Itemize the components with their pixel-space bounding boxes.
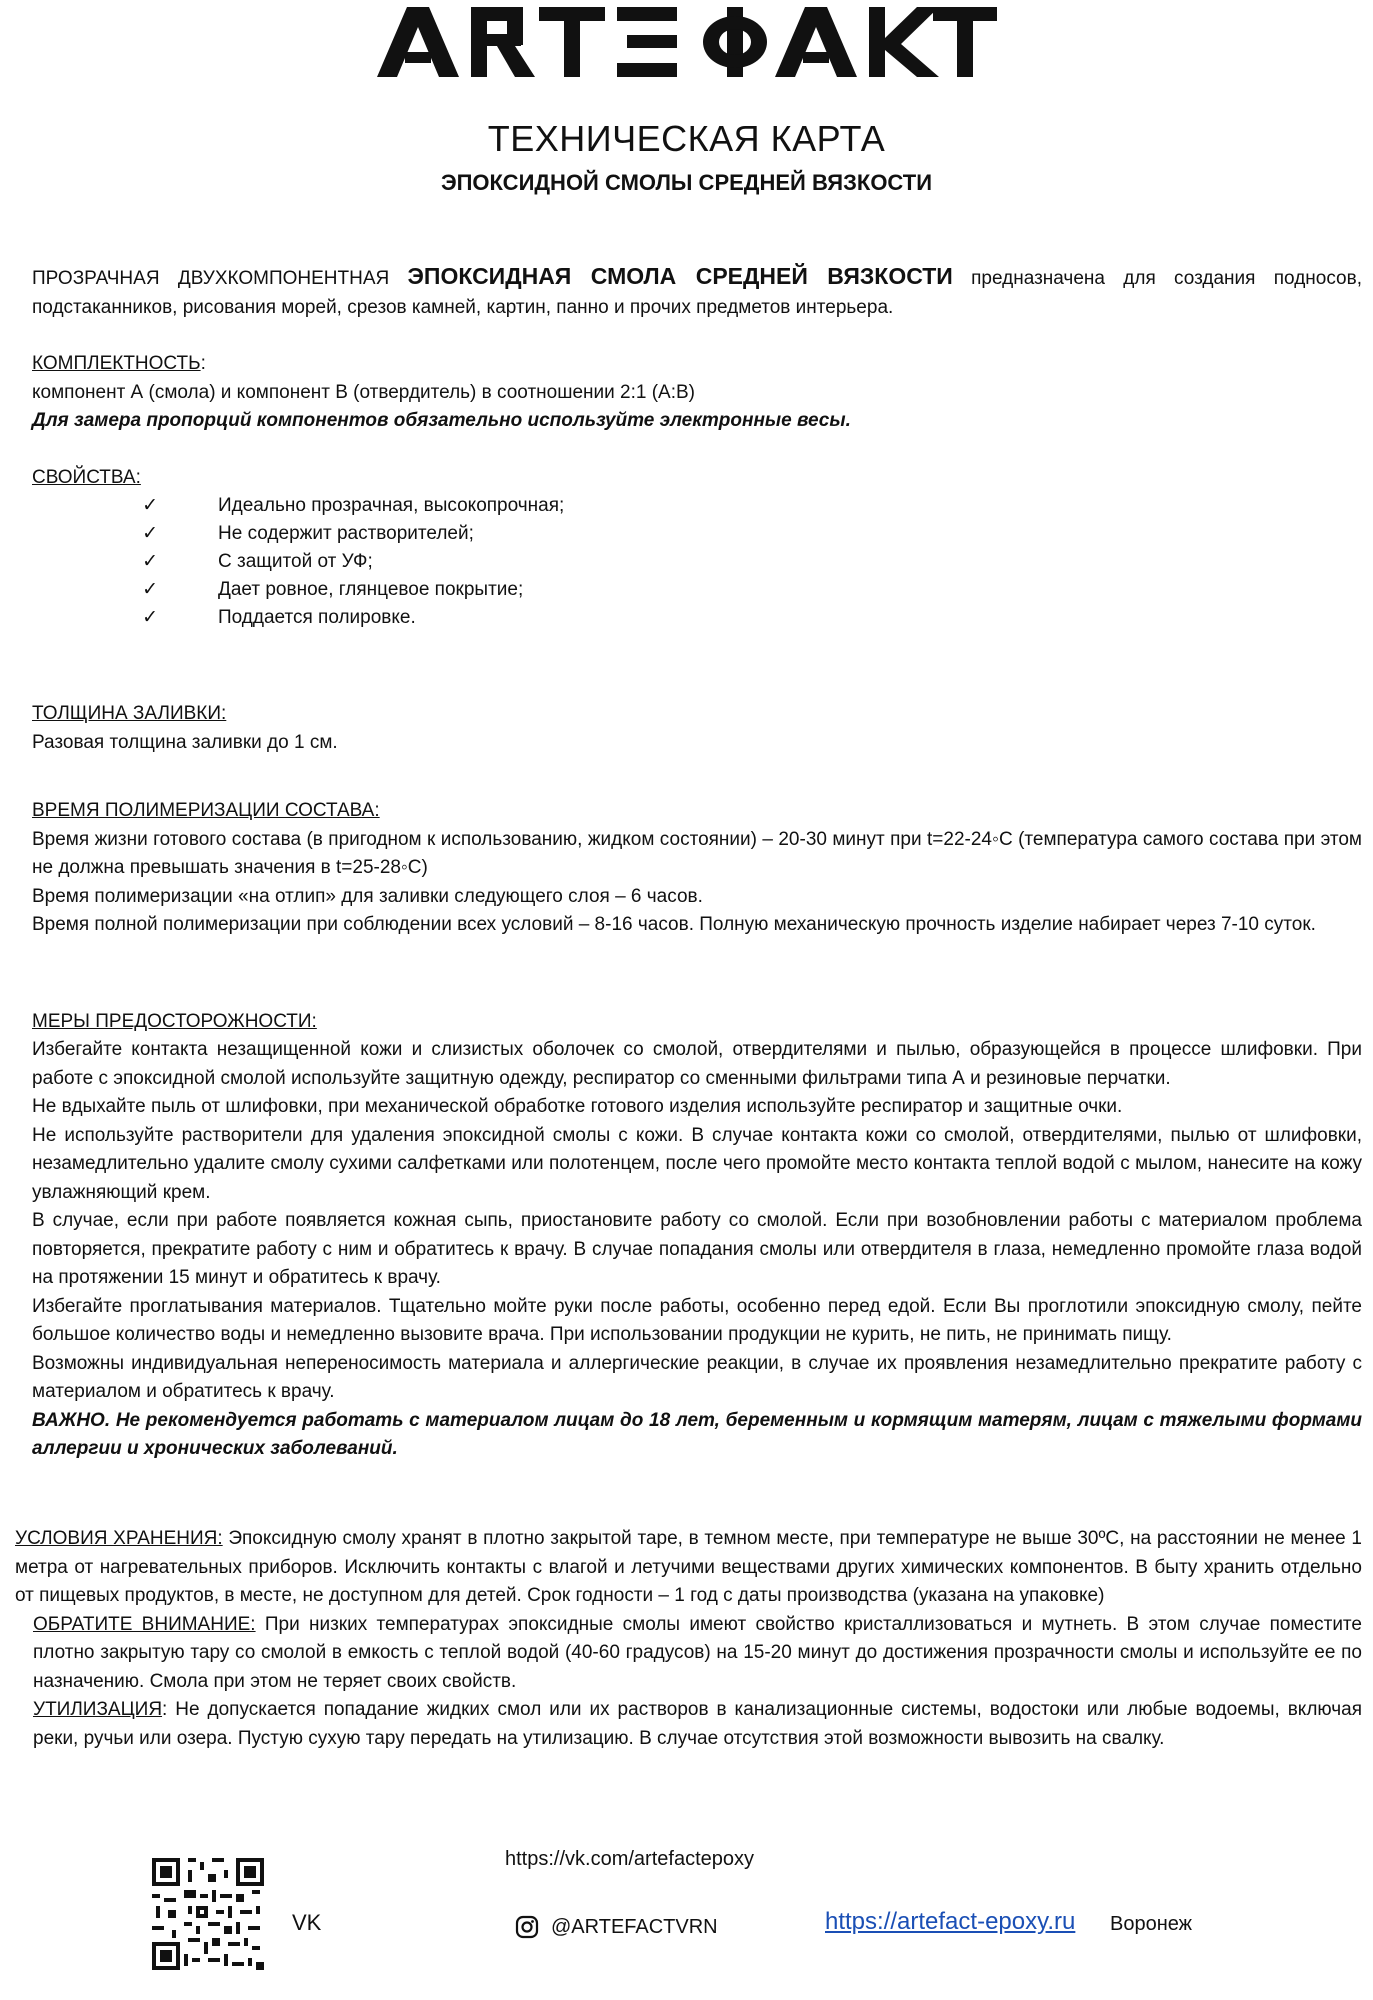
page-subtitle: ЭПОКСИДНОЙ СМОЛЫ СРЕДНЕЙ ВЯЗКОСТИ [440,170,933,195]
city-label: Воронеж [1110,1913,1193,1935]
properties-list [32,492,1362,632]
property-text: Поддается полировке. [218,607,416,628]
safety-line: В случае, если при работе появляется кожная сыпь, приостановите работу со смолой. Если при возобновлении работы с материалом проблема повторяется, прекратите работу с ним и обратитесь к врачу. В случае попадания смолы или отвердителя в глаза, немедленно промойте глаза водой на протяжении 15 минут и обратитесь к врачу. [32,1210,1362,1288]
intro-emphasis: ЭПОКСИДНАЯ СМОЛА СРЕДНЕЙ ВЯЗКОСТИ [407,263,953,289]
kit-heading-line [32,350,1362,379]
property-text: Идеально прозрачная, высокопрочная; [218,495,565,516]
property-text: С защитой от УФ; [218,551,373,572]
safety-important: ВАЖНО. Не рекомендуется работать с материалом лицам до 18 лет, беременным и кормящим матерям, лицам с тяжелыми формами аллергии и хронических заболеваний. [32,1409,1362,1459]
storage-paragraph [15,1525,1362,1611]
attention-heading: ОБРАТИТЕ ВНИМАНИЕ: [33,1613,256,1635]
intro-prefix: ПРОЗРАЧНАЯ ДВУХКОМПОНЕНТНАЯ [32,268,408,289]
vk-label: VK [292,1910,322,1935]
safety-heading: МЕРЫ ПРЕДОСТОРОЖНОСТИ: [32,1010,317,1032]
kit-note: Для замера пропорций компонентов обязательно используйте электронные весы. [32,410,851,431]
checkmark-icon: ✓ [142,495,158,516]
thickness-line: Разовая толщина заливки до 1 см. [32,731,338,753]
safety-line: Избегайте проглатывания материалов. Тщательно мойте руки после работы, особенно перед едой. Если Вы проглотили эпоксидную смолу, пейте большое количество воды и немедленно вызовите врача. При использовании продукции не курить, не пить, не принимать пищу. [32,1295,1362,1345]
instagram-handle: @ARTEFACTVRN [551,1915,718,1938]
intro-suffix: предназначена для создания подносов, подстаканников, рисования морей, срезов камней, картин, панно и прочих предметов интерьера. [32,268,1362,318]
kit-heading-colon: : [200,353,206,374]
curing-line: Время жизни готового состава (в пригодном к использованию, жидком состоянии) – 20-30 минут при t=22-24◦C (температура самого состава при этом не должна превышать значения в t=25-28◦C) [32,828,1362,878]
qr-code-icon [152,1858,264,1970]
main-content [32,262,1362,1464]
curing-line: Время полимеризации «на отлип» для заливки следующего слоя – 6 часов. [32,885,703,907]
property-text: Не содержит растворителей; [218,523,474,544]
safety-line: Избегайте контакта незащищенной кожи и слизистых оболочек со смолой, отвердителями и пылью, образующейся в процессе шлифовки. При работе с эпоксидной смолой используйте защитную одежду, респиратор со сменными фильтрами типа А и резиновые перчатки. [32,1039,1362,1089]
checkmark-icon: ✓ [142,523,158,544]
safety-line: Не вдыхайте пыль от шлифовки, при механической обработке готового изделия используйте респиратор и защитные очки. [32,1096,1123,1117]
checkmark-icon: ✓ [142,551,158,572]
list-item [32,520,1362,548]
safety-line: Возможны индивидуальная непереносимость материала и аллергические реакции, в случае их проявления незамедлительно прекратите работу с материалом и обратитесь к врачу. [32,1352,1362,1402]
intro-paragraph [32,262,1362,322]
kit-line: компонент А (смола) и компонент В (отвердитель) в соотношении 2:1 (А:В) [32,381,695,403]
storage-text: Эпоксидную смолу хранят в плотно закрытой таре, в темном месте, при температуре не выше 30ºС, на расстоянии не менее 1 метра от нагревательных приборов. Исключить контакты с влагой и летучими веществами других химических компонентов. В быту хранить отдельно от пищевых продуктов, в месте, не доступном для детей. Срок годности – 1 год с даты производства (указана на упаковке) [15,1528,1362,1606]
disposal-heading: УТИЛИЗАЦИЯ [33,1699,163,1720]
list-item [32,492,1362,520]
instagram-icon [515,1915,539,1939]
curing-line: Время полной полимеризации при соблюдении всех условий – 8-16 часов. Полную механическую прочность изделие набирает через 7-10 суток. [32,914,1316,935]
disposal-text: : Не допускается попадание жидких смол или их растворов в канализационные системы, водостоки или любые водоемы, включая реки, ручьи или озера. Пустую сухую тару передать на утилизацию. В случае отсутствия этой возможности вывозить на свалку. [33,1699,1362,1749]
brand-logo [0,2,1373,87]
properties-heading: СВОЙСТВА: [32,466,141,488]
qr-code-graphic [152,1858,264,1970]
thickness-heading: ТОЛЩИНА ЗАЛИВКИ: [32,703,227,724]
list-item [32,548,1362,576]
storage-section [15,1525,1362,1753]
page-title: ТЕХНИЧЕСКАЯ КАРТА [487,118,886,159]
property-text: Дает ровное, глянцевое покрытие; [218,579,524,600]
list-item [32,576,1362,604]
attention-text: При низких температурах эпоксидные смолы имеют свойство кристаллизоваться и мутнеть. В этом случае поместите плотно закрытую тару со смолой в емкость с теплой водой (40-60 градусов) на 15-20 минут до достижения прозрачности смолы и используйте ее по назначению. Смола при этом не теряет своих свойств. [33,1613,1362,1692]
brand-logo-icon [377,2,997,82]
storage-heading: УСЛОВИЯ ХРАНЕНИЯ: [15,1528,223,1549]
checkmark-icon: ✓ [142,579,158,600]
attention-paragraph [15,1611,1362,1697]
disposal-paragraph [15,1696,1362,1753]
curing-heading: ВРЕМЯ ПОЛИМЕРИЗАЦИИ СОСТАВА: [32,800,380,821]
checkmark-icon: ✓ [142,607,158,628]
vk-link[interactable]: https://vk.com/artefactepoxy [505,1848,754,1870]
safety-line: Не используйте растворители для удаления эпоксидной смолы с кожи. В случае контакта кожи со смолой, отвердителями, пылью от шлифовки, незамедлительно удалите смолу сухими салфетками или полотенцем, после чего промойте место контакта теплой водой с мылом, нанесите на кожу увлажняющий крем. [32,1124,1362,1203]
website-link[interactable]: https://artefact-epoxy.ru [825,1908,1076,1935]
kit-heading: КОМПЛЕКТНОСТЬ [32,353,201,374]
instagram-link[interactable] [515,1915,718,1939]
list-item [32,604,1362,632]
